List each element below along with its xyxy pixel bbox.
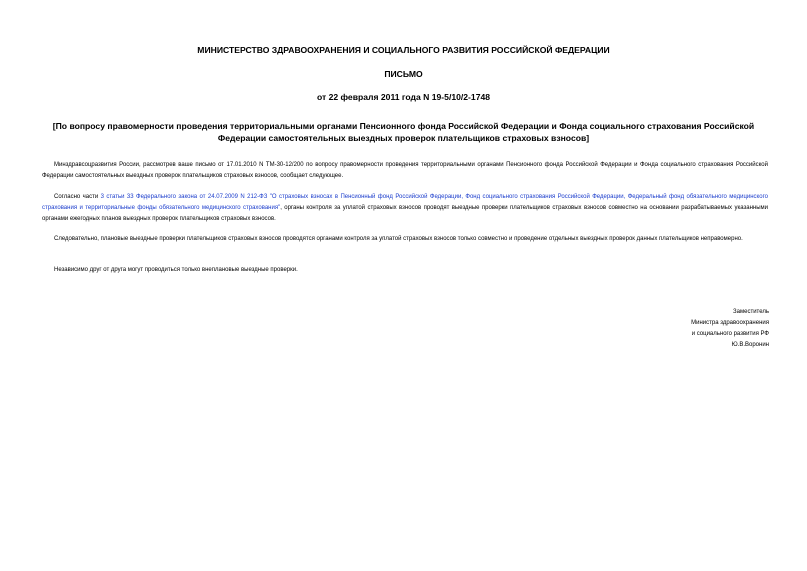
body-paragraph-3: Следовательно, плановые выездные проверки плательщиков страховых взносов проводятся органами контроля за уплатой страховых взносов только совместно и проведение отдельных выездных проверок данных плательщиков неправомерно. (54, 236, 743, 242)
body-paragraph-1: Минздравсоцразвития России, рассмотрев ваше письмо от 17.01.2010 N ТМ-30-12/200 по вопросу правомерности проведения территориальными органами Пенсионного фонда Российской Федерации и Фонда социального страхования Российской Федерации самостоятельных выездных проверок плательщиков страховых взносов, сообщает следующее. (42, 162, 768, 179)
signature-position: Министра здравоохранения (691, 320, 769, 326)
document-type: ПИСЬМО (384, 69, 423, 79)
document-subject: [По вопросу правомерности проведения территориальными органами Пенсионного фонда Российской Федерации и Фонда социального страхования Российской Федерации самостоятельных выездных проверок плательщиков страховых взносов] (52, 121, 755, 143)
signature-name: Ю.В.Воронин (731, 342, 769, 348)
paragraph-2-suffix: , органы контроля за уплатой страховых взносов проводят выездные проверки плательщиков страховых взносов совместно на основании разрабатываемых указанными органами ежегодных планов выездных проверок плательщиков страховых взносов. (42, 205, 769, 222)
law-reference-link[interactable]: 3 статьи 33 Федерального закона от 24.07.2009 N 212-ФЗ "О страховых взносах в Пенсионный фонд Российской Федерации, Фонд социального страхования Российской Федерации, Федеральный фонд обязательного медицинского страхования и территориальные фонды обязательного медицинского страхования" (42, 194, 768, 211)
body-paragraph-2 (42, 192, 768, 225)
signature-ministry: и социального развития РФ (691, 331, 769, 337)
signature-title: Заместитель (733, 309, 769, 315)
paragraph-2-prefix: Согласно части (54, 194, 101, 200)
document-date: от 22 февраля 2011 года N 19-5/10/2-1748 (316, 92, 491, 102)
ministry-heading: МИНИСТЕРСТВО ЗДРАВООХРАНЕНИЯ И СОЦИАЛЬНОГО РАЗВИТИЯ РОССИЙСКОЙ ФЕДЕРАЦИИ (197, 45, 610, 55)
body-paragraph-4: Независимо друг от друга могут проводиться только внеплановые выездные проверки. (54, 267, 298, 273)
